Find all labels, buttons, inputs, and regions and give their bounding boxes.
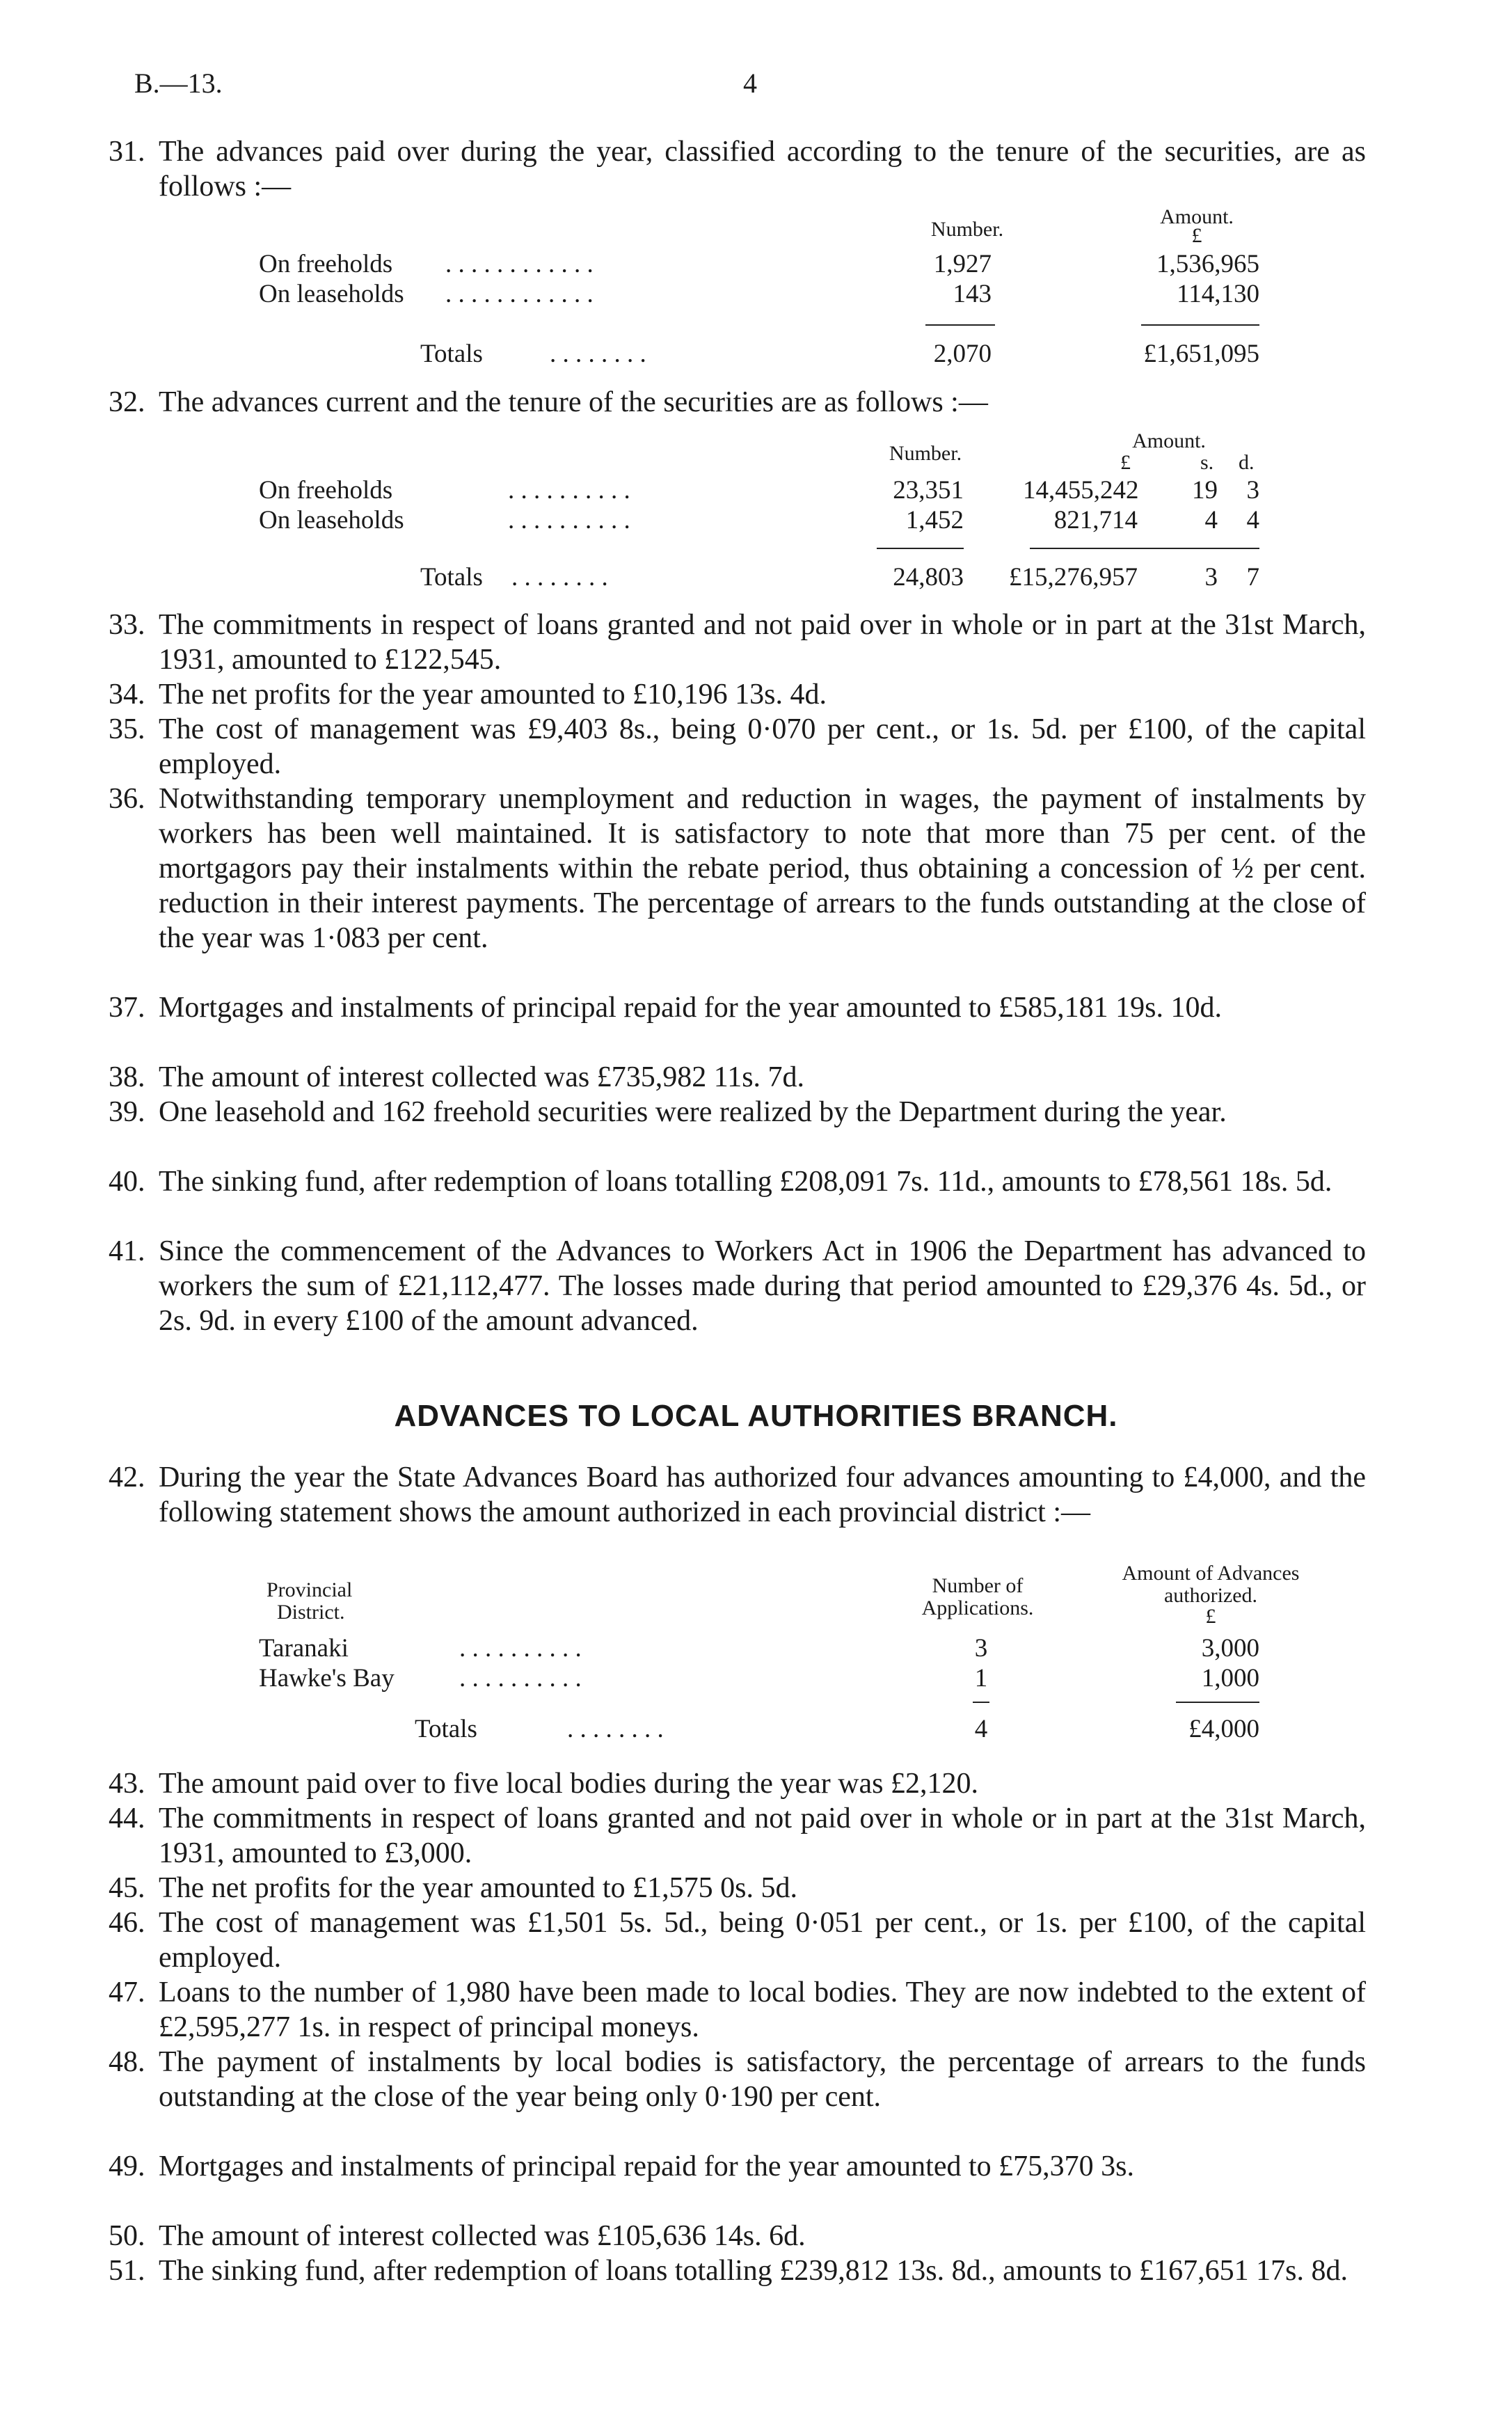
row-number: 1,927 <box>933 250 992 278</box>
paragraph-text: The cost of management was £1,501 5s. 5d., being 0·051 per cent., or 1s. per £100, of the capital employed. <box>159 1907 1366 1974</box>
row-amount: 1,536,965 <box>1156 250 1259 278</box>
row-label: On freeholds <box>259 476 393 505</box>
column-header-advances: Amount of Advances <box>1122 1562 1300 1585</box>
column-header-amount: Amount. <box>1132 429 1206 452</box>
row-amount: 3,000 <box>1201 1634 1259 1663</box>
column-header-number: Number. <box>930 218 1004 241</box>
row-label: Hawke's Bay <box>259 1664 395 1693</box>
totals-leader: . . . . . . . . <box>550 340 646 368</box>
page-number: 4 <box>743 68 757 99</box>
paragraph-number: 35. <box>109 713 145 745</box>
row-applications: 1 <box>974 1664 988 1693</box>
column-header-amount: Amount. <box>1160 205 1234 228</box>
paragraph-text: Mortgages and instalments of principal repaid for the year amounted to £585,181 19s. 10d. <box>159 992 1222 1024</box>
paragraph-text: The amount paid over to five local bodies during the year was £2,120. <box>159 1768 979 1800</box>
row-label: On leaseholds <box>259 280 404 308</box>
rule <box>925 324 995 326</box>
paragraph-36 <box>109 782 1366 956</box>
paragraph-number: 50. <box>109 2220 145 2252</box>
paragraph-text: The advances paid over during the year, classified according to the tenure of the securities, are as follows :— <box>159 136 1366 203</box>
paragraph-text: During the year the State Advances Board has authorized four advances amounting to £4,000, and the following statement shows the amount authorized in each provincial district :— <box>159 1461 1366 1528</box>
column-header-applications: Applications. <box>921 1596 1034 1619</box>
row-label: On freeholds <box>259 250 393 278</box>
column-header-shillings: s. <box>1200 451 1214 474</box>
paragraph-text: The net profits for the year amounted to £10,196 13s. 4d. <box>159 679 827 711</box>
rule <box>877 548 964 549</box>
column-header-currency: £ <box>1205 1605 1216 1628</box>
paragraph-text: The amount of interest collected was £105,636 14s. 6d. <box>159 2220 806 2252</box>
paragraph-34 <box>109 677 1366 712</box>
totals-label: Totals <box>420 563 483 592</box>
paragraph-number: 34. <box>109 679 145 711</box>
row-leader: . . . . . . . . . . <box>508 506 630 534</box>
totals-label: Totals <box>420 340 483 368</box>
paragraph-text: The advances current and the tenure of the securities are as follows :— <box>159 386 988 418</box>
paragraph-number: 42. <box>109 1461 145 1493</box>
paragraph-number: 46. <box>109 1907 145 1939</box>
row-pounds: 14,455,242 <box>1023 476 1139 505</box>
totals-applications: 4 <box>974 1715 988 1743</box>
paragraph-44 <box>109 1801 1366 1871</box>
paragraph-51 <box>109 2253 1366 2288</box>
totals-shillings: 3 <box>1204 563 1218 592</box>
column-header-applications: Number of <box>932 1574 1024 1597</box>
column-header-district: Provincial <box>266 1578 353 1601</box>
row-applications: 3 <box>974 1634 988 1663</box>
row-amount: 114,130 <box>1177 280 1259 308</box>
rule <box>1030 548 1259 549</box>
paragraph-text: The commitments in respect of loans granted and not paid over in whole or in part at the 31st March, 1931, amounted to £122,545. <box>159 609 1366 676</box>
paragraph-42 <box>109 1460 1366 1530</box>
row-leader: . . . . . . . . . . <box>459 1664 582 1693</box>
paragraph-50 <box>109 2219 1366 2253</box>
paragraph-text: The payment of instalments by local bodies is satisfactory, the percentage of arrears to the funds outstanding at the close of the year being only 0·190 per cent. <box>159 2046 1366 2113</box>
totals-leader: . . . . . . . . <box>567 1715 664 1743</box>
paragraph-text: Mortgages and instalments of principal repaid for the year amounted to £75,370 3s. <box>159 2150 1134 2182</box>
row-leader: . . . . . . . . . . . . <box>445 280 594 308</box>
totals-number: 24,803 <box>893 563 964 592</box>
paragraph-number: 49. <box>109 2150 145 2182</box>
paragraph-45 <box>109 1871 1366 1905</box>
paragraph-text: The net profits for the year amounted to £1,575 0s. 5d. <box>159 1872 797 1904</box>
paragraph-41 <box>109 1234 1366 1338</box>
row-leader: . . . . . . . . . . . . <box>445 250 594 278</box>
column-header-district: District. <box>277 1601 345 1624</box>
column-header-pence: d. <box>1239 451 1255 474</box>
paragraph-text: The cost of management was £9,403 8s., being 0·070 per cent., or 1s. 5d. per £100, of the capital employed. <box>159 713 1366 780</box>
row-pence: 4 <box>1246 506 1259 534</box>
row-leader: . . . . . . . . . . <box>459 1634 582 1663</box>
paragraph-number: 38. <box>109 1061 145 1093</box>
paragraph-number: 45. <box>109 1872 145 1904</box>
totals-number: 2,070 <box>933 340 992 368</box>
row-shillings: 4 <box>1204 506 1218 534</box>
paragraph-43 <box>109 1766 1366 1801</box>
paragraph-text: Notwithstanding temporary unemployment and reduction in wages, the payment of instalments by workers has been well maintained. It is satisfactory to note that more than 75 per cent. of the mortgagors pay their instalments within the rebate period, thus obtaining a concession of ½ per cent. reduction in their interest payments. The percentage of arrears to the funds outstanding at the close of the year was 1·083 per cent. <box>159 783 1366 954</box>
paragraph-31 <box>109 134 1366 204</box>
row-pounds: 821,714 <box>1053 506 1138 534</box>
paragraph-number: 40. <box>109 1166 145 1198</box>
paragraph-number: 39. <box>109 1096 145 1128</box>
row-number: 143 <box>953 280 992 308</box>
row-label: Taranaki <box>259 1634 349 1663</box>
paragraph-47 <box>109 1975 1366 2045</box>
totals-amount: £4,000 <box>1188 1715 1259 1743</box>
paragraph-33 <box>109 608 1366 677</box>
paragraph-text: One leasehold and 162 freehold securities were realized by the Department during the year. <box>159 1096 1227 1128</box>
paragraph-number: 33. <box>109 609 145 641</box>
rule <box>1141 324 1259 326</box>
paragraph-number: 31. <box>109 136 145 168</box>
paragraph-text: The sinking fund, after redemption of loans totalling £239,812 13s. 8d., amounts to £167,651 17s. 8d. <box>159 2255 1348 2287</box>
paragraph-text: The amount of interest collected was £735,982 11s. 7d. <box>159 1061 805 1093</box>
totals-pounds: £15,276,957 <box>1009 563 1138 592</box>
column-header-currency: £ <box>1120 451 1131 474</box>
row-amount: 1,000 <box>1201 1664 1259 1693</box>
column-header-number: Number. <box>889 442 962 465</box>
rule <box>973 1702 989 1703</box>
row-number: 1,452 <box>905 506 964 534</box>
paragraph-text: Loans to the number of 1,980 have been made to local bodies. They are now indebted to the extent of £2,595,277 1s. in respect of principal moneys. <box>159 1976 1366 2043</box>
paragraph-number: 37. <box>109 992 145 1024</box>
paragraph-text: The sinking fund, after redemption of loans totalling £208,091 7s. 11d., amounts to £78,561 18s. 5d. <box>159 1166 1332 1198</box>
section-heading: ADVANCES TO LOCAL AUTHORITIES BRANCH. <box>394 1399 1118 1433</box>
paragraph-number: 43. <box>109 1768 145 1800</box>
paragraph-48 <box>109 2045 1366 2114</box>
totals-leader: . . . . . . . . <box>511 563 608 592</box>
paragraph-number: 44. <box>109 1802 145 1834</box>
row-label: On leaseholds <box>259 506 404 534</box>
paragraph-number: 41. <box>109 1235 145 1267</box>
paragraph-text: The commitments in respect of loans granted and not paid over in whole or in part at the 31st March, 1931, amounted to £3,000. <box>159 1802 1366 1869</box>
paragraph-32 <box>109 385 1366 420</box>
paragraph-35 <box>109 712 1366 782</box>
column-header-currency: £ <box>1191 224 1202 247</box>
paragraph-49 <box>109 2149 1366 2184</box>
row-leader: . . . . . . . . . . <box>508 476 630 505</box>
totals-label: Totals <box>415 1715 477 1743</box>
paragraph-38 <box>109 1060 1366 1095</box>
paragraph-text: Since the commencement of the Advances to Workers Act in 1906 the Department has advanced to workers the sum of £21,112,477. The losses made during that period amounted to £29,376 4s. 5d., or 2s. 9d. in every £100 of the amount advanced. <box>159 1235 1366 1337</box>
rule <box>1176 1702 1259 1703</box>
column-header-advances: authorized. <box>1163 1584 1258 1607</box>
paragraph-37 <box>109 990 1366 1025</box>
paragraph-number: 32. <box>109 386 145 418</box>
paragraph-number: 36. <box>109 783 145 815</box>
document-code: B.—13. <box>134 68 223 99</box>
paragraph-number: 51. <box>109 2255 145 2287</box>
row-number: 23,351 <box>893 476 964 505</box>
paragraph-39 <box>109 1095 1366 1130</box>
paragraph-number: 48. <box>109 2046 145 2078</box>
paragraph-46 <box>109 1905 1366 1975</box>
paragraph-40 <box>109 1164 1366 1199</box>
row-shillings: 19 <box>1192 476 1218 505</box>
paragraph-number: 47. <box>109 1976 145 2008</box>
totals-amount: £1,651,095 <box>1143 340 1259 368</box>
row-pence: 3 <box>1246 476 1259 505</box>
totals-pence: 7 <box>1246 563 1259 592</box>
